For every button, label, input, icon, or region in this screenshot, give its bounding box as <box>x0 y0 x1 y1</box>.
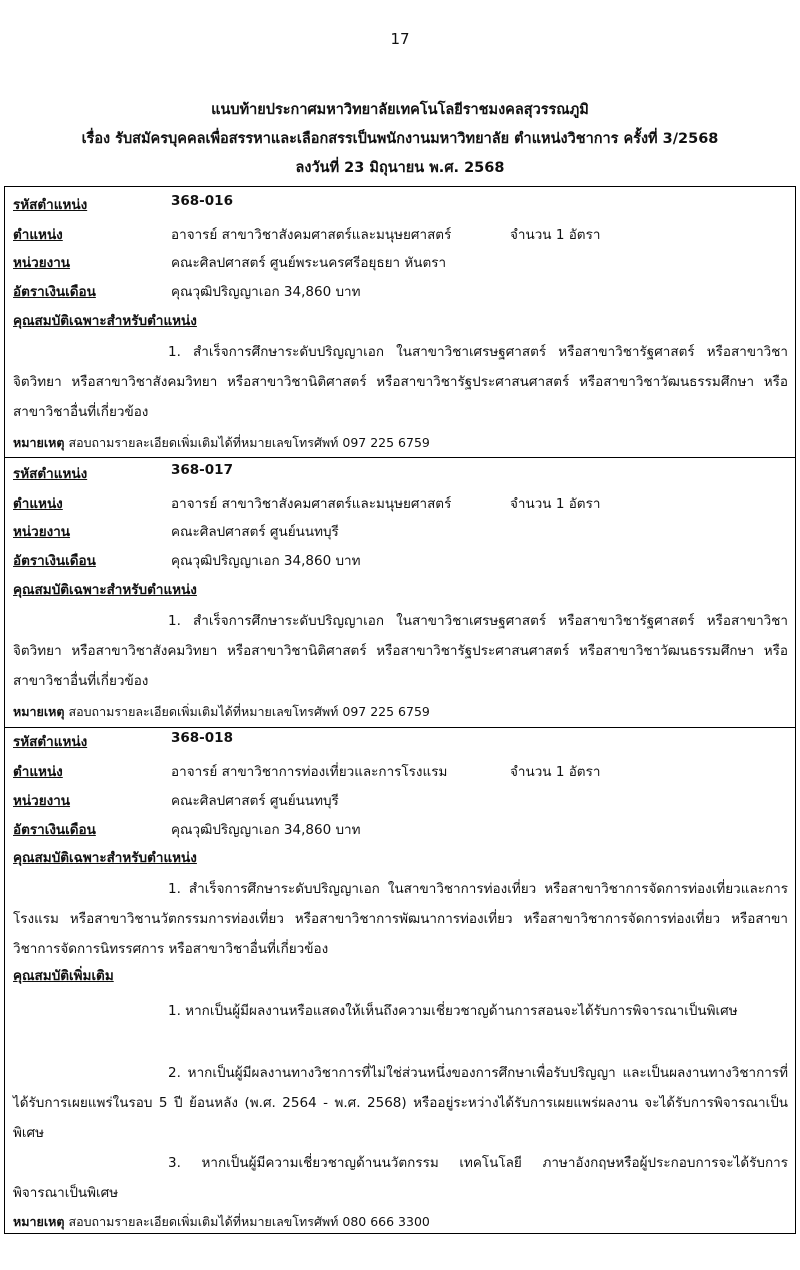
salary-value: คุณวุฒิปริญญาเอก 34,860 บาท <box>171 822 361 838</box>
extra-qualification-1: 1. หากเป็นผู้มีผลงานหรือแสดงให้เห็นถึงความเชี่ยวชาญด้านการสอนจะได้รับการพิจารณาเป็นพิเศษ <box>168 1003 738 1019</box>
salary-label: อัตราเงินเดือน <box>13 284 96 300</box>
position-code: 368-017 <box>171 462 233 478</box>
code-label: รหัสตำแหน่ง <box>13 466 88 482</box>
qualification-text: 1. สำเร็จการศึกษาระดับปริญญาเอก ในสาขาวิชาเศรษฐศาสตร์ หรือสาขาวิชารัฐศาสตร์ หรือสาขาวิชาจิตวิทยา หรือสาขาวิชาสังคมวิทยา หรือสาขาวิชานิติศาสตร์ หรือสาขาวิชารัฐประศาสนศาสตร์ หรือสาขาวิชาวัฒนธรรมศึกษา หรือสาขาวิชาอื่นที่เกี่ยวข้อง <box>13 344 788 420</box>
extra-qualification-heading: คุณสมบัติเพิ่มเติม <box>13 968 114 984</box>
positions-table <box>4 186 796 1234</box>
note <box>13 433 430 453</box>
code-label: รหัสตำแหน่ง <box>13 734 88 750</box>
position-label: ตำแหน่ง <box>13 227 63 243</box>
document-header <box>0 96 800 183</box>
note-label: หมายเหตุ <box>13 704 65 719</box>
page-number: 17 <box>390 30 410 48</box>
note-label: หมายเหตุ <box>13 1214 65 1229</box>
position-label: ตำแหน่ง <box>13 764 63 780</box>
unit-value: คณะศิลปศาสตร์ ศูนย์นนทบุรี <box>171 524 339 540</box>
header-line-3: ลงวันที่ 23 มิถุนายน พ.ศ. 2568 <box>295 160 505 176</box>
salary-value: คุณวุฒิปริญญาเอก 34,860 บาท <box>171 553 361 569</box>
position-title: อาจารย์ สาขาวิชาสังคมศาสตร์และมนุษยศาสตร์ <box>171 227 452 243</box>
header-line-2: เรื่อง รับสมัครบุคคลเพื่อสรรหาและเลือกสรรเป็นพนักงานมหาวิทยาลัย ตำแหน่งวิชาการ ครั้งที่ 3/2568 <box>81 131 719 147</box>
qualification-text: 1. สำเร็จการศึกษาระดับปริญญาเอก ในสาขาวิชาการท่องเที่ยว หรือสาขาวิชาการจัดการท่องเที่ยวและการโรงแรม หรือสาขาวิชานวัตกรรมการท่องเที่ยว หรือสาขาวิชาการพัฒนาการท่องเที่ยว หรือสาขาวิชาการจัดการท่องเที่ยว หรือสาขาวิชาการจัดการนิทรรศการ หรือสาขาวิชาอื่นที่เกี่ยวข้อง <box>13 881 788 957</box>
note <box>13 1212 430 1232</box>
note-text: สอบถามรายละเอียดเพิ่มเติมได้ที่หมายเลขโทรศัพท์ 097 225 6759 <box>68 704 430 719</box>
unit-label: หน่วยงาน <box>13 255 71 271</box>
code-label: รหัสตำแหน่ง <box>13 197 88 213</box>
position-code: 368-018 <box>171 730 233 746</box>
qualification-text: 1. สำเร็จการศึกษาระดับปริญญาเอก ในสาขาวิชาเศรษฐศาสตร์ หรือสาขาวิชารัฐศาสตร์ หรือสาขาวิชาจิตวิทยา หรือสาขาวิชาสังคมวิทยา หรือสาขาวิชานิติศาสตร์ หรือสาขาวิชารัฐประศาสนศาสตร์ หรือสาขาวิชาวัฒนธรรมศึกษา หรือสาขาวิชาอื่นที่เกี่ยวข้อง <box>13 613 788 689</box>
unit-label: หน่วยงาน <box>13 524 71 540</box>
specific-qualification-heading: คุณสมบัติเฉพาะสำหรับตำแหน่ง <box>13 850 197 866</box>
extra-qualification-2: 2. หากเป็นผู้มีผลงานทางวิชาการที่ไม่ใช่ส่วนหนึ่งของการศึกษาเพื่อรับปริญญา และเป็นผลงานทางวิชาการที่ได้รับการเผยแพร่ในรอบ 5 ปี ย้อนหลัง (พ.ศ. 2564 - พ.ศ. 2568) หรืออยู่ระหว่างได้รับการเผยแพร่ผลงาน จะได้รับการพิจารณาเป็นพิเศษ <box>13 1065 788 1141</box>
note <box>13 702 430 722</box>
note-text: สอบถามรายละเอียดเพิ่มเติมได้ที่หมายเลขโทรศัพท์ 097 225 6759 <box>68 435 430 450</box>
header-line-1: แนบท้ายประกาศมหาวิทยาลัยเทคโนโลยีราชมงคลสุวรรณภูมิ <box>211 102 589 118</box>
position-title: อาจารย์ สาขาวิชาการท่องเที่ยวและการโรงแรม <box>171 764 448 780</box>
unit-label: หน่วยงาน <box>13 793 71 809</box>
note-text: สอบถามรายละเอียดเพิ่มเติมได้ที่หมายเลขโทรศัพท์ 080 666 3300 <box>68 1214 430 1229</box>
position-block-368-016 <box>5 187 795 457</box>
position-code: 368-016 <box>171 193 233 209</box>
position-block-368-017 <box>5 457 795 728</box>
salary-value: คุณวุฒิปริญญาเอก 34,860 บาท <box>171 284 361 300</box>
position-count: จำนวน 1 อัตรา <box>510 496 601 512</box>
specific-qualification-heading: คุณสมบัติเฉพาะสำหรับตำแหน่ง <box>13 582 197 598</box>
salary-label: อัตราเงินเดือน <box>13 553 96 569</box>
note-label: หมายเหตุ <box>13 435 65 450</box>
position-title: อาจารย์ สาขาวิชาสังคมศาสตร์และมนุษยศาสตร์ <box>171 496 452 512</box>
specific-qualification-heading: คุณสมบัติเฉพาะสำหรับตำแหน่ง <box>13 313 197 329</box>
extra-qualification-3: 3. หากเป็นผู้มีความเชี่ยวชาญด้านนวัตกรรม เทคโนโลยี ภาษาอังกฤษหรือผู้ประกอบการจะได้รับการพิจารณาเป็นพิเศษ <box>13 1155 788 1201</box>
position-count: จำนวน 1 อัตรา <box>510 227 601 243</box>
position-block-368-018 <box>5 727 795 1234</box>
unit-value: คณะศิลปศาสตร์ ศูนย์นนทบุรี <box>171 793 339 809</box>
position-label: ตำแหน่ง <box>13 496 63 512</box>
unit-value: คณะศิลปศาสตร์ ศูนย์พระนครศรีอยุธยา หันตรา <box>171 255 447 271</box>
position-count: จำนวน 1 อัตรา <box>510 764 601 780</box>
salary-label: อัตราเงินเดือน <box>13 822 96 838</box>
